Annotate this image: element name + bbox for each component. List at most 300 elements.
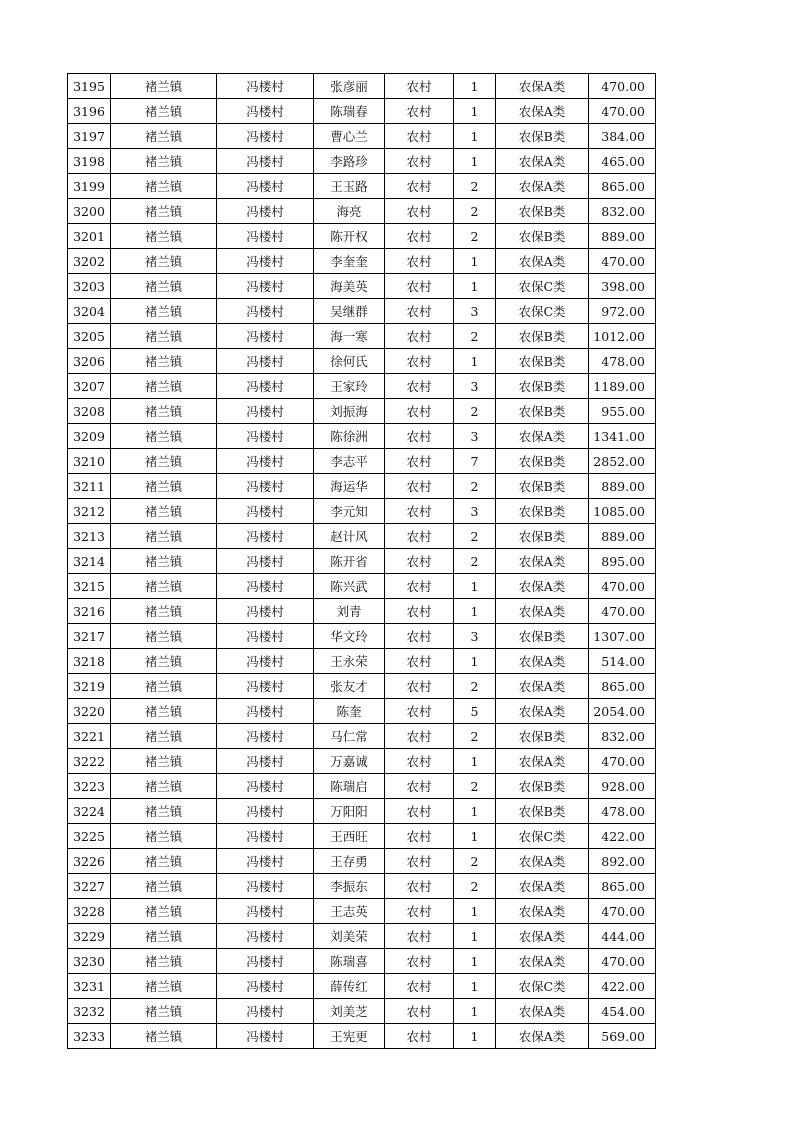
amount-cell: 1189.00 <box>589 374 656 399</box>
serial-cell: 3215 <box>68 574 111 599</box>
town-cell: 褚兰镇 <box>111 174 217 199</box>
count-cell: 2 <box>454 849 496 874</box>
category-cell: 农保B类 <box>496 199 589 224</box>
table-row <box>68 849 656 874</box>
town-cell: 褚兰镇 <box>111 224 217 249</box>
village-cell: 冯楼村 <box>217 799 314 824</box>
village-cell: 冯楼村 <box>217 874 314 899</box>
table-row <box>68 774 656 799</box>
count-cell: 5 <box>454 699 496 724</box>
count-cell: 3 <box>454 374 496 399</box>
town-cell: 褚兰镇 <box>111 149 217 174</box>
serial-cell: 3201 <box>68 224 111 249</box>
category-cell: 农保A类 <box>496 899 589 924</box>
type-cell: 农村 <box>385 699 454 724</box>
serial-cell: 3200 <box>68 199 111 224</box>
table-row <box>68 324 656 349</box>
serial-cell: 3210 <box>68 449 111 474</box>
table-row <box>68 74 656 99</box>
village-cell: 冯楼村 <box>217 474 314 499</box>
category-cell: 农保C类 <box>496 274 589 299</box>
name-cell: 李奎奎 <box>314 249 385 274</box>
data-table <box>67 73 656 1049</box>
type-cell: 农村 <box>385 949 454 974</box>
amount-cell: 865.00 <box>589 674 656 699</box>
name-cell: 华文玲 <box>314 624 385 649</box>
count-cell: 2 <box>454 474 496 499</box>
serial-cell: 3195 <box>68 74 111 99</box>
table-row <box>68 299 656 324</box>
amount-cell: 889.00 <box>589 524 656 549</box>
type-cell: 农村 <box>385 599 454 624</box>
table-row <box>68 249 656 274</box>
category-cell: 农保A类 <box>496 549 589 574</box>
serial-cell: 3220 <box>68 699 111 724</box>
town-cell: 褚兰镇 <box>111 599 217 624</box>
type-cell: 农村 <box>385 224 454 249</box>
category-cell: 农保B类 <box>496 624 589 649</box>
category-cell: 农保B类 <box>496 449 589 474</box>
village-cell: 冯楼村 <box>217 999 314 1024</box>
town-cell: 褚兰镇 <box>111 449 217 474</box>
name-cell: 曹心兰 <box>314 124 385 149</box>
serial-cell: 3208 <box>68 399 111 424</box>
table-row <box>68 649 656 674</box>
count-cell: 1 <box>454 74 496 99</box>
amount-cell: 895.00 <box>589 549 656 574</box>
type-cell: 农村 <box>385 874 454 899</box>
count-cell: 1 <box>454 124 496 149</box>
count-cell: 2 <box>454 174 496 199</box>
serial-cell: 3204 <box>68 299 111 324</box>
amount-cell: 422.00 <box>589 824 656 849</box>
name-cell: 刘振海 <box>314 399 385 424</box>
serial-cell: 3233 <box>68 1024 111 1049</box>
table-row <box>68 724 656 749</box>
village-cell: 冯楼村 <box>217 274 314 299</box>
amount-cell: 398.00 <box>589 274 656 299</box>
table-row <box>68 874 656 899</box>
serial-cell: 3202 <box>68 249 111 274</box>
type-cell: 农村 <box>385 1024 454 1049</box>
type-cell: 农村 <box>385 649 454 674</box>
town-cell: 褚兰镇 <box>111 499 217 524</box>
category-cell: 农保A类 <box>496 849 589 874</box>
table-row <box>68 674 656 699</box>
name-cell: 赵计风 <box>314 524 385 549</box>
serial-cell: 3224 <box>68 799 111 824</box>
type-cell: 农村 <box>385 149 454 174</box>
type-cell: 农村 <box>385 399 454 424</box>
category-cell: 农保A类 <box>496 424 589 449</box>
category-cell: 农保A类 <box>496 149 589 174</box>
amount-cell: 470.00 <box>589 949 656 974</box>
type-cell: 农村 <box>385 549 454 574</box>
table-row <box>68 399 656 424</box>
name-cell: 海亮 <box>314 199 385 224</box>
town-cell: 褚兰镇 <box>111 799 217 824</box>
category-cell: 农保A类 <box>496 599 589 624</box>
type-cell: 农村 <box>385 799 454 824</box>
type-cell: 农村 <box>385 724 454 749</box>
category-cell: 农保A类 <box>496 999 589 1024</box>
amount-cell: 1341.00 <box>589 424 656 449</box>
count-cell: 3 <box>454 499 496 524</box>
table-row <box>68 1024 656 1049</box>
amount-cell: 955.00 <box>589 399 656 424</box>
count-cell: 1 <box>454 749 496 774</box>
name-cell: 万阳阳 <box>314 799 385 824</box>
serial-cell: 3214 <box>68 549 111 574</box>
name-cell: 陈开省 <box>314 549 385 574</box>
count-cell: 1 <box>454 349 496 374</box>
name-cell: 张友才 <box>314 674 385 699</box>
village-cell: 冯楼村 <box>217 424 314 449</box>
category-cell: 农保A类 <box>496 99 589 124</box>
serial-cell: 3230 <box>68 949 111 974</box>
village-cell: 冯楼村 <box>217 949 314 974</box>
serial-cell: 3205 <box>68 324 111 349</box>
table-row <box>68 424 656 449</box>
count-cell: 2 <box>454 524 496 549</box>
town-cell: 褚兰镇 <box>111 349 217 374</box>
serial-cell: 3216 <box>68 599 111 624</box>
table-row <box>68 349 656 374</box>
town-cell: 褚兰镇 <box>111 549 217 574</box>
town-cell: 褚兰镇 <box>111 974 217 999</box>
serial-cell: 3228 <box>68 899 111 924</box>
village-cell: 冯楼村 <box>217 499 314 524</box>
village-cell: 冯楼村 <box>217 524 314 549</box>
town-cell: 褚兰镇 <box>111 574 217 599</box>
village-cell: 冯楼村 <box>217 824 314 849</box>
category-cell: 农保A类 <box>496 749 589 774</box>
town-cell: 褚兰镇 <box>111 749 217 774</box>
name-cell: 刘美芝 <box>314 999 385 1024</box>
type-cell: 农村 <box>385 974 454 999</box>
type-cell: 农村 <box>385 499 454 524</box>
village-cell: 冯楼村 <box>217 74 314 99</box>
table-row <box>68 499 656 524</box>
village-cell: 冯楼村 <box>217 124 314 149</box>
village-cell: 冯楼村 <box>217 324 314 349</box>
amount-cell: 1012.00 <box>589 324 656 349</box>
amount-cell: 2054.00 <box>589 699 656 724</box>
type-cell: 农村 <box>385 174 454 199</box>
type-cell: 农村 <box>385 99 454 124</box>
table-row <box>68 449 656 474</box>
amount-cell: 470.00 <box>589 99 656 124</box>
town-cell: 褚兰镇 <box>111 299 217 324</box>
count-cell: 2 <box>454 874 496 899</box>
amount-cell: 865.00 <box>589 874 656 899</box>
amount-cell: 2852.00 <box>589 449 656 474</box>
table-row <box>68 574 656 599</box>
table-row <box>68 199 656 224</box>
count-cell: 1 <box>454 649 496 674</box>
count-cell: 1 <box>454 949 496 974</box>
table-row <box>68 924 656 949</box>
town-cell: 褚兰镇 <box>111 274 217 299</box>
village-cell: 冯楼村 <box>217 449 314 474</box>
town-cell: 褚兰镇 <box>111 374 217 399</box>
amount-cell: 465.00 <box>589 149 656 174</box>
count-cell: 2 <box>454 399 496 424</box>
name-cell: 王志英 <box>314 899 385 924</box>
village-cell: 冯楼村 <box>217 149 314 174</box>
amount-cell: 832.00 <box>589 199 656 224</box>
count-cell: 1 <box>454 274 496 299</box>
serial-cell: 3223 <box>68 774 111 799</box>
category-cell: 农保B类 <box>496 374 589 399</box>
name-cell: 陈徐洲 <box>314 424 385 449</box>
amount-cell: 889.00 <box>589 224 656 249</box>
name-cell: 吴继群 <box>314 299 385 324</box>
table-row <box>68 699 656 724</box>
town-cell: 褚兰镇 <box>111 824 217 849</box>
serial-cell: 3231 <box>68 974 111 999</box>
name-cell: 薛传红 <box>314 974 385 999</box>
village-cell: 冯楼村 <box>217 649 314 674</box>
town-cell: 褚兰镇 <box>111 324 217 349</box>
town-cell: 褚兰镇 <box>111 249 217 274</box>
count-cell: 2 <box>454 324 496 349</box>
serial-cell: 3198 <box>68 149 111 174</box>
amount-cell: 470.00 <box>589 74 656 99</box>
category-cell: 农保B类 <box>496 224 589 249</box>
name-cell: 王家玲 <box>314 374 385 399</box>
village-cell: 冯楼村 <box>217 399 314 424</box>
category-cell: 农保C类 <box>496 824 589 849</box>
name-cell: 徐何氏 <box>314 349 385 374</box>
category-cell: 农保B类 <box>496 474 589 499</box>
table-row <box>68 149 656 174</box>
amount-cell: 470.00 <box>589 574 656 599</box>
serial-cell: 3197 <box>68 124 111 149</box>
count-cell: 1 <box>454 1024 496 1049</box>
name-cell: 海运华 <box>314 474 385 499</box>
serial-cell: 3196 <box>68 99 111 124</box>
serial-cell: 3225 <box>68 824 111 849</box>
count-cell: 3 <box>454 624 496 649</box>
table-row <box>68 274 656 299</box>
category-cell: 农保A类 <box>496 674 589 699</box>
type-cell: 农村 <box>385 374 454 399</box>
name-cell: 李振东 <box>314 874 385 899</box>
count-cell: 7 <box>454 449 496 474</box>
name-cell: 陈奎 <box>314 699 385 724</box>
amount-cell: 972.00 <box>589 299 656 324</box>
category-cell: 农保A类 <box>496 249 589 274</box>
village-cell: 冯楼村 <box>217 174 314 199</box>
serial-cell: 3218 <box>68 649 111 674</box>
category-cell: 农保C类 <box>496 974 589 999</box>
count-cell: 2 <box>454 774 496 799</box>
village-cell: 冯楼村 <box>217 299 314 324</box>
amount-cell: 444.00 <box>589 924 656 949</box>
table-row <box>68 799 656 824</box>
count-cell: 3 <box>454 424 496 449</box>
village-cell: 冯楼村 <box>217 699 314 724</box>
serial-cell: 3221 <box>68 724 111 749</box>
town-cell: 褚兰镇 <box>111 1024 217 1049</box>
count-cell: 2 <box>454 549 496 574</box>
table-row <box>68 549 656 574</box>
name-cell: 陈开权 <box>314 224 385 249</box>
category-cell: 农保A类 <box>496 74 589 99</box>
count-cell: 2 <box>454 674 496 699</box>
name-cell: 王西旺 <box>314 824 385 849</box>
amount-cell: 470.00 <box>589 899 656 924</box>
category-cell: 农保A类 <box>496 924 589 949</box>
serial-cell: 3207 <box>68 374 111 399</box>
village-cell: 冯楼村 <box>217 974 314 999</box>
town-cell: 褚兰镇 <box>111 74 217 99</box>
table-row <box>68 599 656 624</box>
type-cell: 农村 <box>385 999 454 1024</box>
category-cell: 农保B类 <box>496 124 589 149</box>
category-cell: 农保A类 <box>496 1024 589 1049</box>
name-cell: 海一寒 <box>314 324 385 349</box>
name-cell: 刘青 <box>314 599 385 624</box>
category-cell: 农保A类 <box>496 649 589 674</box>
table-row <box>68 224 656 249</box>
count-cell: 1 <box>454 99 496 124</box>
type-cell: 农村 <box>385 674 454 699</box>
name-cell: 海美英 <box>314 274 385 299</box>
serial-cell: 3226 <box>68 849 111 874</box>
village-cell: 冯楼村 <box>217 374 314 399</box>
amount-cell: 1307.00 <box>589 624 656 649</box>
village-cell: 冯楼村 <box>217 924 314 949</box>
town-cell: 褚兰镇 <box>111 199 217 224</box>
name-cell: 张彦丽 <box>314 74 385 99</box>
town-cell: 褚兰镇 <box>111 724 217 749</box>
serial-cell: 3199 <box>68 174 111 199</box>
count-cell: 2 <box>454 224 496 249</box>
count-cell: 1 <box>454 924 496 949</box>
town-cell: 褚兰镇 <box>111 124 217 149</box>
name-cell: 马仁常 <box>314 724 385 749</box>
serial-cell: 3219 <box>68 674 111 699</box>
amount-cell: 514.00 <box>589 649 656 674</box>
town-cell: 褚兰镇 <box>111 999 217 1024</box>
category-cell: 农保B类 <box>496 499 589 524</box>
name-cell: 王玉路 <box>314 174 385 199</box>
type-cell: 农村 <box>385 774 454 799</box>
name-cell: 刘美荣 <box>314 924 385 949</box>
name-cell: 陈瑞春 <box>314 99 385 124</box>
amount-cell: 928.00 <box>589 774 656 799</box>
table-row <box>68 374 656 399</box>
type-cell: 农村 <box>385 849 454 874</box>
town-cell: 褚兰镇 <box>111 624 217 649</box>
village-cell: 冯楼村 <box>217 574 314 599</box>
type-cell: 农村 <box>385 424 454 449</box>
count-cell: 1 <box>454 799 496 824</box>
table-row <box>68 99 656 124</box>
amount-cell: 384.00 <box>589 124 656 149</box>
count-cell: 1 <box>454 974 496 999</box>
amount-cell: 478.00 <box>589 799 656 824</box>
type-cell: 农村 <box>385 524 454 549</box>
table-row <box>68 949 656 974</box>
village-cell: 冯楼村 <box>217 249 314 274</box>
amount-cell: 422.00 <box>589 974 656 999</box>
count-cell: 3 <box>454 299 496 324</box>
category-cell: 农保B类 <box>496 774 589 799</box>
type-cell: 农村 <box>385 349 454 374</box>
town-cell: 褚兰镇 <box>111 474 217 499</box>
type-cell: 农村 <box>385 924 454 949</box>
amount-cell: 470.00 <box>589 599 656 624</box>
amount-cell: 470.00 <box>589 249 656 274</box>
count-cell: 1 <box>454 824 496 849</box>
category-cell: 农保B类 <box>496 349 589 374</box>
type-cell: 农村 <box>385 74 454 99</box>
amount-cell: 478.00 <box>589 349 656 374</box>
table-row <box>68 474 656 499</box>
village-cell: 冯楼村 <box>217 549 314 574</box>
category-cell: 农保A类 <box>496 699 589 724</box>
name-cell: 陈瑞启 <box>314 774 385 799</box>
name-cell: 王宪更 <box>314 1024 385 1049</box>
serial-cell: 3222 <box>68 749 111 774</box>
table-row <box>68 124 656 149</box>
amount-cell: 889.00 <box>589 474 656 499</box>
type-cell: 农村 <box>385 199 454 224</box>
name-cell: 李志平 <box>314 449 385 474</box>
count-cell: 1 <box>454 999 496 1024</box>
town-cell: 褚兰镇 <box>111 874 217 899</box>
amount-cell: 470.00 <box>589 749 656 774</box>
category-cell: 农保B类 <box>496 724 589 749</box>
serial-cell: 3206 <box>68 349 111 374</box>
table-row <box>68 999 656 1024</box>
village-cell: 冯楼村 <box>217 199 314 224</box>
town-cell: 褚兰镇 <box>111 699 217 724</box>
type-cell: 农村 <box>385 324 454 349</box>
name-cell: 王永荣 <box>314 649 385 674</box>
type-cell: 农村 <box>385 899 454 924</box>
amount-cell: 865.00 <box>589 174 656 199</box>
serial-cell: 3227 <box>68 874 111 899</box>
serial-cell: 3209 <box>68 424 111 449</box>
village-cell: 冯楼村 <box>217 674 314 699</box>
table-row <box>68 174 656 199</box>
category-cell: 农保C类 <box>496 299 589 324</box>
town-cell: 褚兰镇 <box>111 649 217 674</box>
village-cell: 冯楼村 <box>217 899 314 924</box>
village-cell: 冯楼村 <box>217 349 314 374</box>
village-cell: 冯楼村 <box>217 624 314 649</box>
category-cell: 农保A类 <box>496 949 589 974</box>
amount-cell: 569.00 <box>589 1024 656 1049</box>
town-cell: 褚兰镇 <box>111 99 217 124</box>
type-cell: 农村 <box>385 749 454 774</box>
type-cell: 农村 <box>385 274 454 299</box>
count-cell: 1 <box>454 149 496 174</box>
table-row <box>68 824 656 849</box>
type-cell: 农村 <box>385 299 454 324</box>
type-cell: 农村 <box>385 449 454 474</box>
category-cell: 农保B类 <box>496 324 589 349</box>
village-cell: 冯楼村 <box>217 724 314 749</box>
count-cell: 1 <box>454 899 496 924</box>
village-cell: 冯楼村 <box>217 224 314 249</box>
village-cell: 冯楼村 <box>217 99 314 124</box>
name-cell: 王存勇 <box>314 849 385 874</box>
